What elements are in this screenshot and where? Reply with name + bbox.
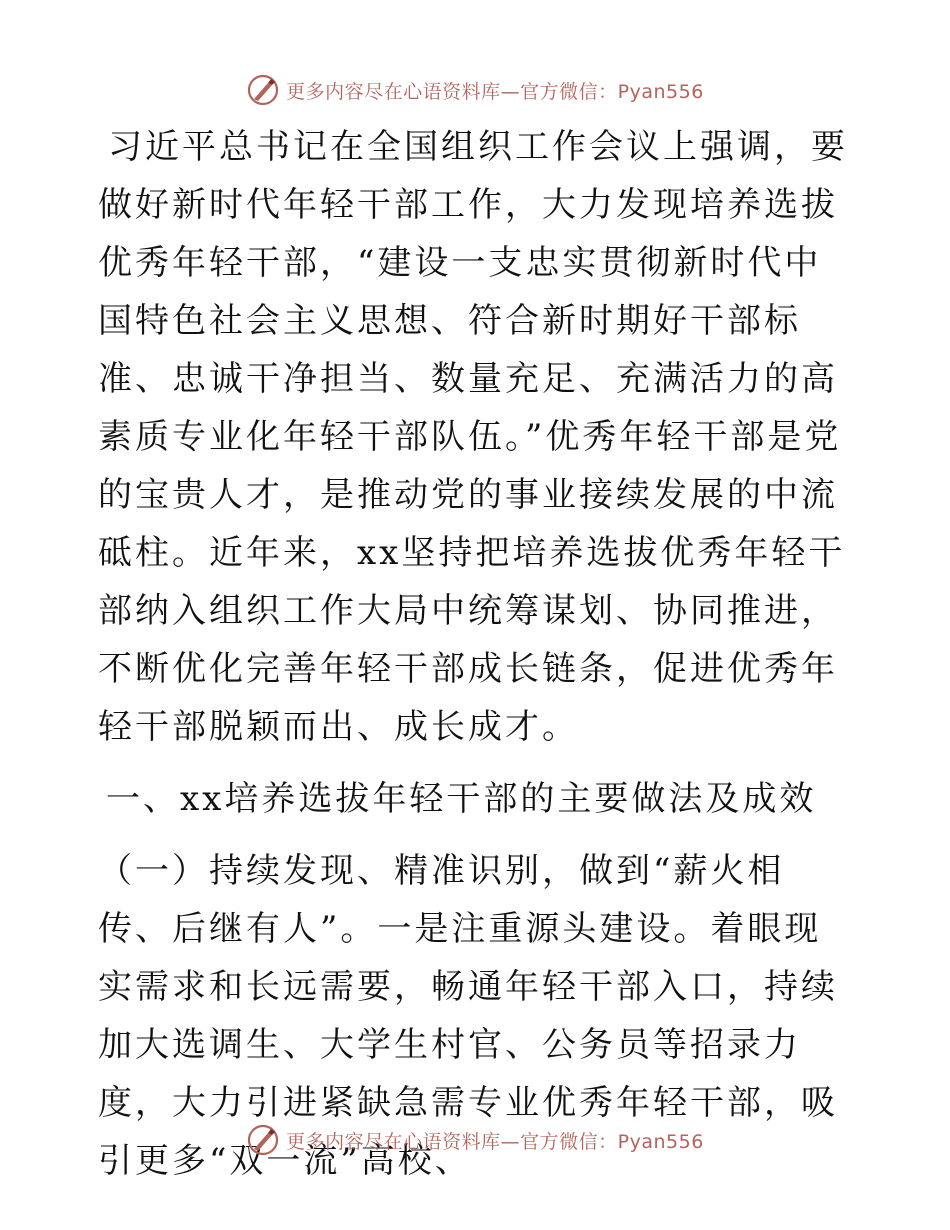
body-paragraph: 习近平总书记在全国组织工作会议上强调，要做好新时代年轻干部工作，大力发现培养选拔优秀年轻干部，“建设一支忠实贯彻新时代中国特色社会主义思想、符合新时期好干部标准、忠诚干净担当、数量充足、充满活力的高素质专业化年轻干部队伍。”优秀年轻干部是党的宝贵人才，是推动党的事业接续发展的中流砥柱。近年来，xx坚持把培养选拔优秀年轻干部纳入组织工作大局中统筹谋划、协同推进，不断优化完善年轻干部成长链条，促进优秀年轻干部脱颖而出、成长成才。	[98, 127, 848, 747]
section-heading: 一、xx培养选拔年轻干部的主要做法及成效	[106, 779, 817, 819]
watermark-text: 更多内容尽在心语资料库—官方微信：Pyan556	[286, 1130, 704, 1153]
pen-circle-logo-icon	[246, 73, 280, 107]
watermark-footer	[0, 1120, 950, 1160]
watermark-header	[0, 70, 950, 110]
watermark-text: 更多内容尽在心语资料库—官方微信：Pyan556	[286, 80, 704, 103]
pen-circle-logo-icon	[246, 1123, 280, 1157]
section-paragraph: （一）持续发现、精准识别，做到“薪火相传、后继有人”。一是注重源头建设。着眼现实需求和长远需要，畅通年轻干部入口，持续加大选调生、大学生村官、公务员等招录力度，大力引进紧缺急需专业优秀年轻干部，吸引更多“双一流”高校、	[98, 851, 838, 1181]
document-body	[98, 118, 858, 1190]
